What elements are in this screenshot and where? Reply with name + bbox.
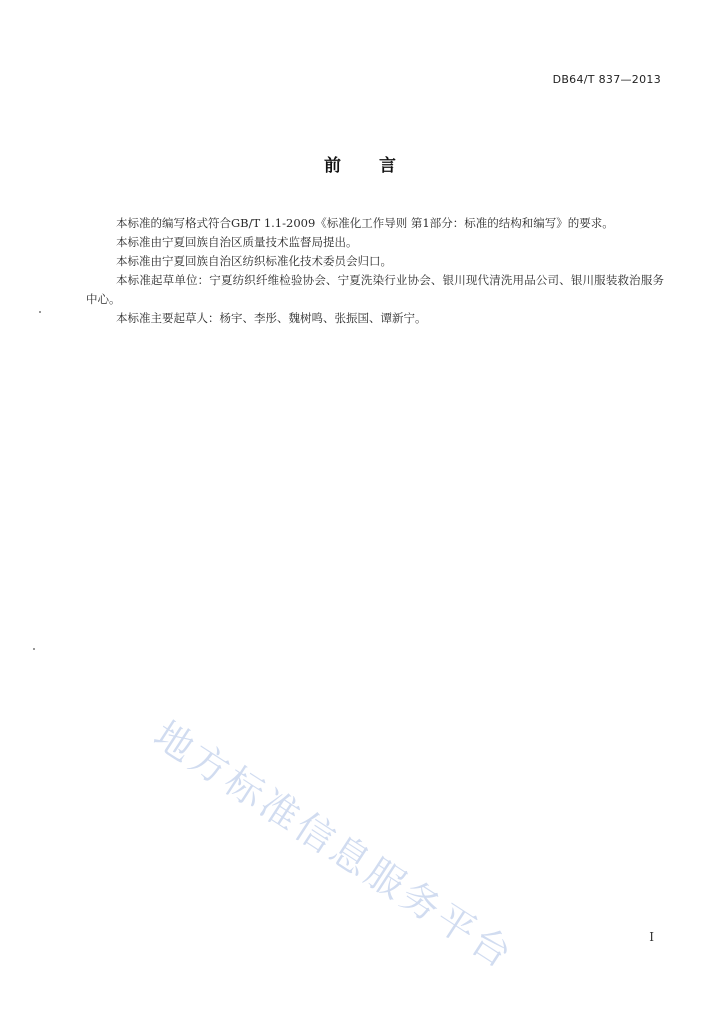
- scan-speck: [33, 648, 35, 650]
- paragraph-committee: 本标准由宁夏回族自治区纺织标准化技术委员会归口。: [116, 254, 392, 268]
- watermark-text: 地方标准信息服务平台: [146, 712, 523, 979]
- paragraph-format: 本标准的编写格式符合GB/T 1.1-2009《标准化工作导则 第1部分：标准的结构和编写》的要求。: [116, 216, 614, 230]
- scan-speck: [39, 311, 41, 313]
- paragraph-proposer: 本标准由宁夏回族自治区质量技术监督局提出。: [116, 235, 358, 249]
- paragraph-drafting-units: 本标准起草单位：宁夏纺织纤维检验协会、宁夏洗染行业协会、银川现代清洗用品公司、银川服装救治服务中心。: [86, 273, 664, 306]
- page-number: I: [649, 930, 654, 944]
- page-title: 前言: [324, 156, 434, 176]
- paragraph-drafters: 本标准主要起草人：杨宇、李彤、魏树鸣、张振国、谭新宁。: [116, 311, 427, 325]
- standard-number: DB64/T 837—2013: [552, 73, 661, 86]
- foreword-body: [86, 214, 664, 328]
